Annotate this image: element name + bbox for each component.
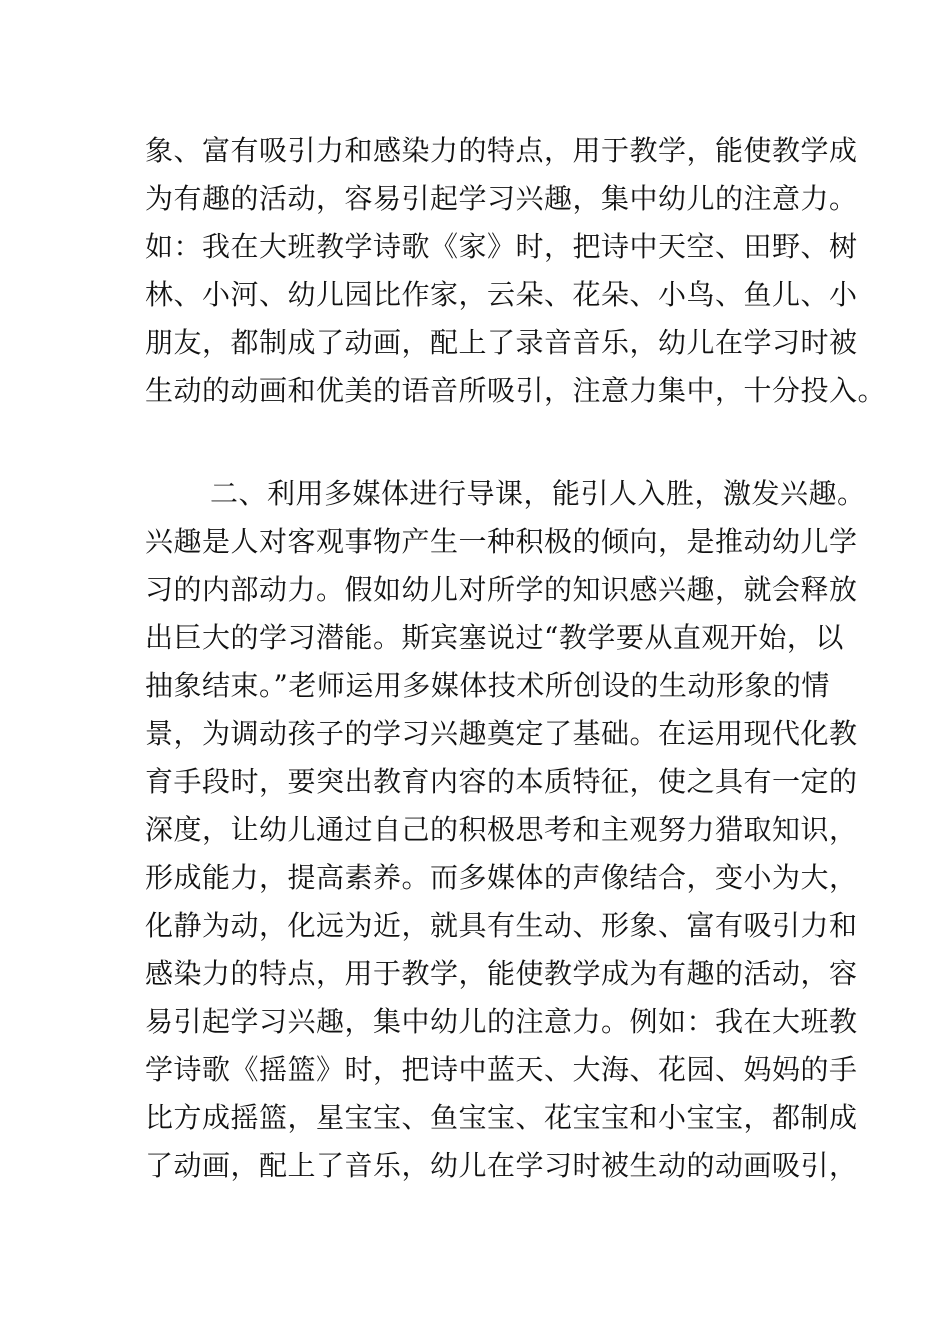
text-line: 出巨大的学习潜能。斯宾塞说过“教学要从直观开始，以 xyxy=(145,621,844,654)
text-line: 感染力的特点，用于教学，能使教学成为有趣的活动，容 xyxy=(145,957,858,990)
text-line: 抽象结束。”老师运用多媒体技术所创设的生动形象的情 xyxy=(145,669,830,702)
text-line: 象、富有吸引力和感染力的特点，用于教学，能使教学成 xyxy=(145,134,858,167)
text-line: 化静为动，化远为近，就具有生动、形象、富有吸引力和 xyxy=(145,909,858,942)
section-heading-line: 二、利用多媒体进行导课，能引人入胜，激发兴趣。 xyxy=(210,477,866,510)
text-line: 比方成摇篮，星宝宝、鱼宝宝、花宝宝和小宝宝，都制成 xyxy=(145,1101,858,1134)
text-line: 育手段时，要突出教育内容的本质特征，使之具有一定的 xyxy=(145,765,858,798)
text-line: 学诗歌《摇篮》时，把诗中蓝天、大海、花园、妈妈的手 xyxy=(145,1053,858,1086)
text-line: 兴趣是人对客观事物产生一种积极的倾向，是推动幼儿学 xyxy=(145,525,858,558)
text-line: 了动画，配上了音乐，幼儿在学习时被生动的动画吸引， xyxy=(145,1149,858,1182)
text-line: 如：我在大班教学诗歌《家》时，把诗中天空、田野、树 xyxy=(145,230,858,263)
paragraph-2 xyxy=(145,470,866,1190)
text-line: 朋友，都制成了动画，配上了录音音乐，幼儿在学习时被 xyxy=(145,326,858,359)
text-line: 为有趣的活动，容易引起学习兴趣，集中幼儿的注意力。 xyxy=(145,182,858,215)
text-line: 形成能力，提高素养。而多媒体的声像结合，变小为大， xyxy=(145,861,858,894)
text-line: 生动的动画和优美的语音所吸引，注意力集中，十分投入。 xyxy=(145,374,887,407)
text-line: 深度，让幼儿通过自己的积极思考和主观努力猎取知识， xyxy=(145,813,858,846)
text-line: 景，为调动孩子的学习兴趣奠定了基础。在运用现代化教 xyxy=(145,717,858,750)
text-line: 习的内部动力。假如幼儿对所学的知识感兴趣，就会释放 xyxy=(145,573,858,606)
text-line: 易引起学习兴趣，集中幼儿的注意力。例如：我在大班教 xyxy=(145,1005,858,1038)
text-line: 林、小河、幼儿园比作家，云朵、花朵、小鸟、鱼儿、小 xyxy=(145,278,858,311)
paragraph-1 xyxy=(145,127,887,415)
